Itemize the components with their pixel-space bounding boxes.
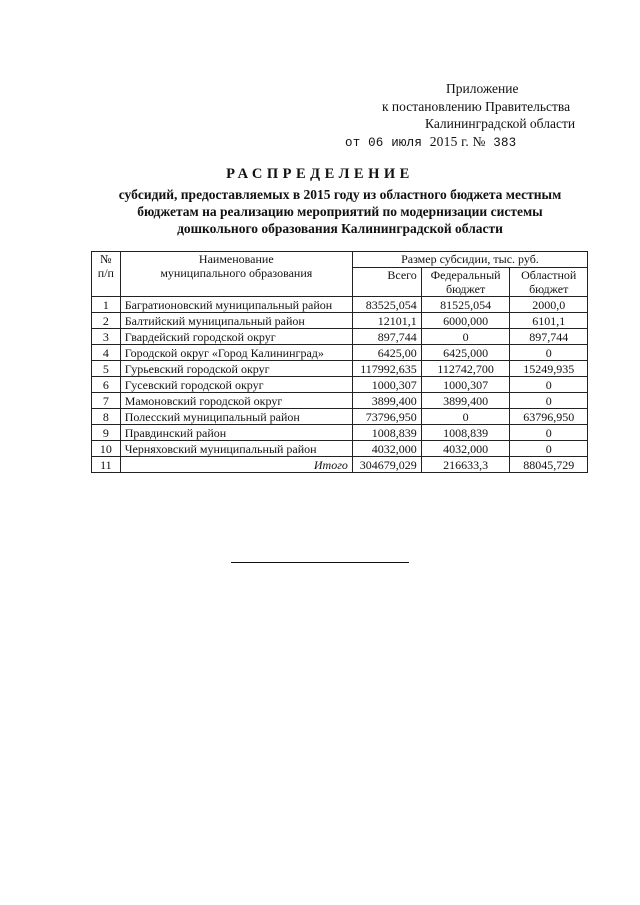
- header-num: № п/п: [92, 252, 121, 297]
- cell-total: 3899,400: [352, 393, 421, 409]
- cell-total: 83525,054: [352, 297, 421, 313]
- cell-federal: 6000,000: [421, 313, 510, 329]
- table-row: [92, 393, 588, 409]
- cell-total: 1008,839: [352, 425, 421, 441]
- table-row: [92, 297, 588, 313]
- header-federal: Федеральный бюджет: [421, 268, 510, 297]
- cell-name: Гусевский городской округ: [120, 377, 352, 393]
- cell-num: 9: [92, 425, 121, 441]
- cell-total: 1000,307: [352, 377, 421, 393]
- cell-regional: 0: [510, 377, 588, 393]
- cell-federal: 3899,400: [421, 393, 510, 409]
- cell-regional: 2000,0: [510, 297, 588, 313]
- cell-num: 8: [92, 409, 121, 425]
- cell-regional: 0: [510, 425, 588, 441]
- header-name: Наименование муниципального образования: [120, 252, 352, 297]
- cell-federal: 216633,3: [421, 457, 510, 473]
- cell-federal: 6425,000: [421, 345, 510, 361]
- date-year: 2015 г. №: [429, 133, 486, 149]
- date-day: 06: [368, 135, 384, 150]
- document-subtitle: [80, 186, 600, 237]
- cell-regional: 0: [510, 345, 588, 361]
- cell-total: 897,744: [352, 329, 421, 345]
- cell-total: 6425,00: [352, 345, 421, 361]
- table-row: [92, 329, 588, 345]
- cell-name: Полесский муниципальный район: [120, 409, 352, 425]
- cell-num: 10: [92, 441, 121, 457]
- table-row: [92, 377, 588, 393]
- cell-name: Гурьевский городской округ: [120, 361, 352, 377]
- cell-total: 12101,1: [352, 313, 421, 329]
- cell-name: Мамоновский городской округ: [120, 393, 352, 409]
- cell-num: 5: [92, 361, 121, 377]
- header-regional: Областной бюджет: [510, 268, 588, 297]
- table-row: [92, 441, 588, 457]
- document-title: РАСПРЕДЕЛЕНИЕ: [226, 166, 414, 182]
- cell-total: 304679,029: [352, 457, 421, 473]
- header-total: Всего: [352, 268, 421, 297]
- cell-num: 4: [92, 345, 121, 361]
- cell-name: Багратионовский муниципальный район: [120, 297, 352, 313]
- cell-regional: 63796,950: [510, 409, 588, 425]
- cell-total: 73796,950: [352, 409, 421, 425]
- total-row: [92, 457, 588, 473]
- cell-regional: 0: [510, 393, 588, 409]
- cell-regional: 15249,935: [510, 361, 588, 377]
- appendix-block: [330, 80, 580, 152]
- cell-name: Черняховский муниципальный район: [120, 441, 352, 457]
- cell-total: 4032,000: [352, 441, 421, 457]
- table-row: [92, 313, 588, 329]
- header-size: Размер субсидии, тыс. руб.: [352, 252, 587, 268]
- cell-name: Гвардейский городской округ: [120, 329, 352, 345]
- cell-federal: 4032,000: [421, 441, 510, 457]
- subtitle-line: субсидий, предоставляемых в 2015 году из областного бюджета местным: [118, 187, 562, 202]
- cell-num: 1: [92, 297, 121, 313]
- cell-regional: 6101,1: [510, 313, 588, 329]
- cell-federal: 1000,307: [421, 377, 510, 393]
- appendix-decree: к постановлению Правительства: [382, 98, 571, 114]
- subtitle-line: бюджетам на реализацию мероприятий по модернизации системы: [137, 204, 543, 219]
- date-prefix: от: [345, 135, 361, 150]
- cell-name: Правдинский район: [120, 425, 352, 441]
- cell-federal: 81525,054: [421, 297, 510, 313]
- end-divider: [231, 562, 409, 563]
- subsidy-table: [91, 251, 588, 473]
- table-row: [92, 345, 588, 361]
- appendix-title: Приложение: [446, 81, 519, 96]
- table-row: [92, 409, 588, 425]
- cell-num: 2: [92, 313, 121, 329]
- cell-federal: 1008,839: [421, 425, 510, 441]
- cell-name: Городской округ «Город Калининград»: [120, 345, 352, 361]
- cell-num: 11: [92, 457, 121, 473]
- cell-num: 7: [92, 393, 121, 409]
- appendix-date: [330, 133, 580, 153]
- cell-federal: 0: [421, 409, 510, 425]
- cell-num: 6: [92, 377, 121, 393]
- cell-num: 3: [92, 329, 121, 345]
- total-label: Итого: [120, 457, 352, 473]
- cell-regional: 897,744: [510, 329, 588, 345]
- cell-federal: 112742,700: [421, 361, 510, 377]
- table-row: [92, 361, 588, 377]
- cell-total: 117992,635: [352, 361, 421, 377]
- cell-federal: 0: [421, 329, 510, 345]
- subtitle-line: дошкольного образования Калининградской области: [177, 221, 503, 236]
- cell-name: Балтийский муниципальный район: [120, 313, 352, 329]
- date-month: июля: [391, 135, 423, 150]
- cell-regional: 0: [510, 441, 588, 457]
- appendix-region: Калининградской области: [425, 116, 576, 131]
- table-row: [92, 425, 588, 441]
- cell-regional: 88045,729: [510, 457, 588, 473]
- decree-number: 383: [493, 135, 517, 150]
